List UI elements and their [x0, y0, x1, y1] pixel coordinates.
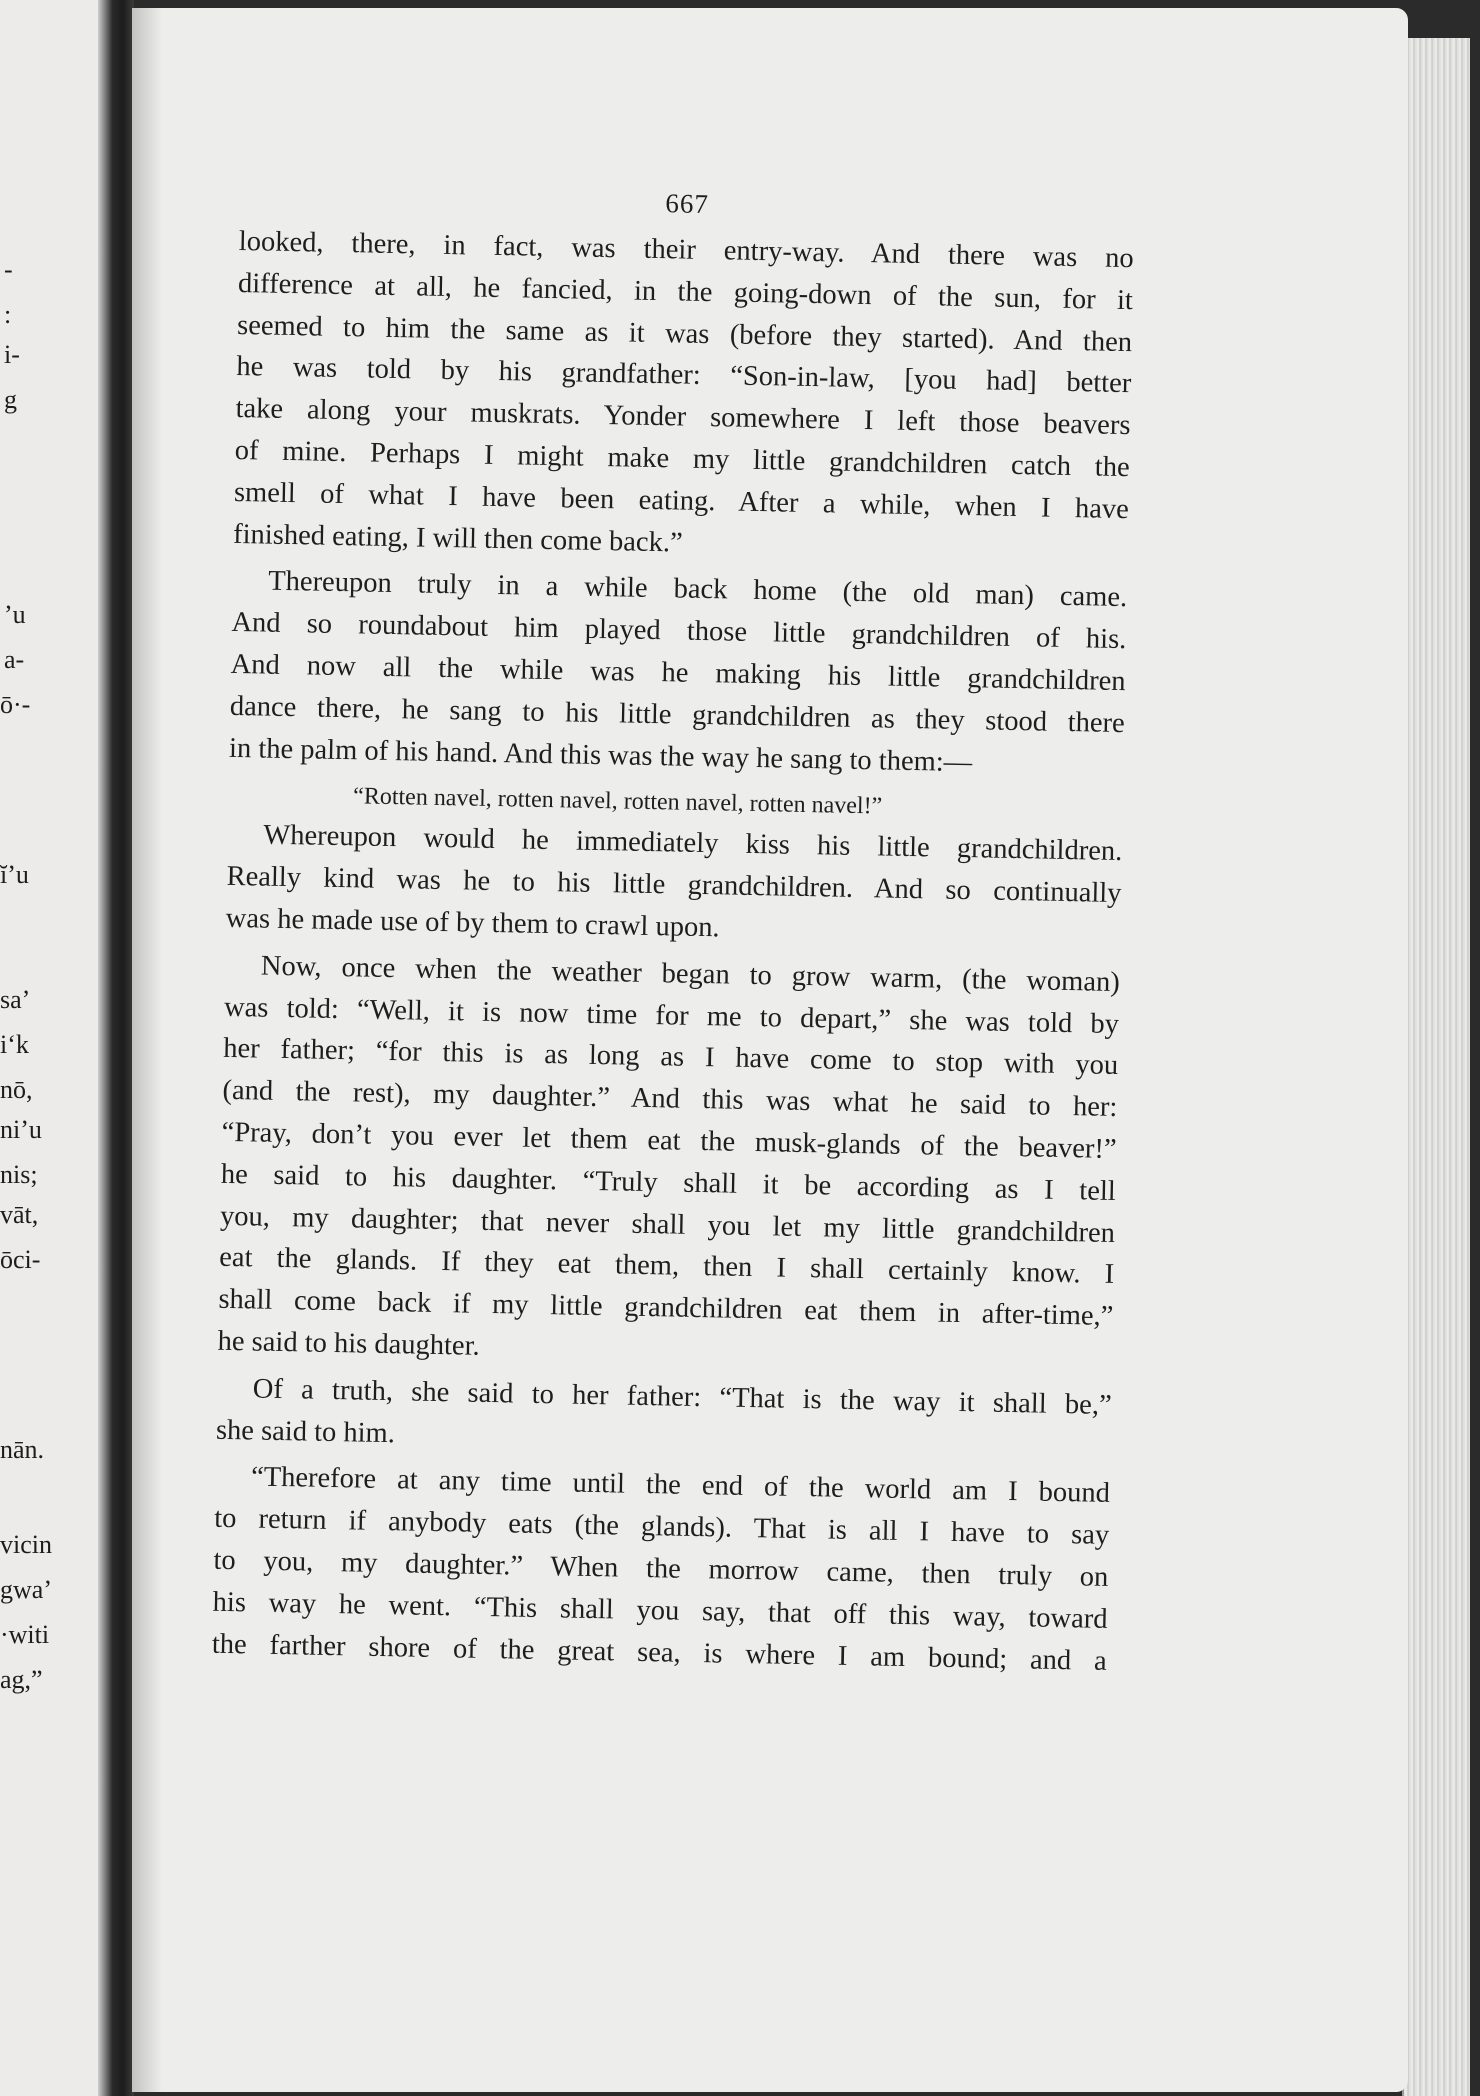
previous-page-fragment: nis;	[0, 1160, 38, 1189]
previous-page-fragment: nān.	[0, 1435, 45, 1464]
text-line: you, my daughter; that never shall you let my little grandchildren	[219, 1200, 1116, 1249]
previous-page-fragment: -	[4, 255, 13, 284]
previous-page-fragment: nō,	[0, 1075, 33, 1104]
text-line: was told: “Well, it is now time for me to depart,” she was told by	[223, 991, 1120, 1040]
paragraph	[217, 945, 1120, 1380]
text-line: dance there, he sang to his little grandchildren as they stood there	[229, 690, 1126, 739]
text-line: “Therefore at any time until the end of the world am I bound	[250, 1461, 1111, 1510]
text-line: Whereupon would he immediately kiss his little grandchildren.	[263, 819, 1123, 868]
previous-page-fragment: vicin	[0, 1530, 52, 1559]
text-line: “Pray, don’t you ever let them eat the musk-glands of the beaver!”	[221, 1116, 1117, 1165]
previous-page-fragment: ĭ’u	[0, 860, 29, 889]
previous-page-fragment: vāt,	[0, 1200, 39, 1229]
previous-page-fragment: ’u	[4, 600, 26, 629]
text-line: in the palm of his hand. And this was the way he sang to them:—	[228, 732, 973, 778]
paragraph	[225, 814, 1122, 957]
previous-page-fragment: ni’u	[0, 1115, 42, 1144]
text-line: seemed to him the same as it was (before they started). And then	[236, 309, 1133, 358]
text-line: Now, once when the weather began to grow warm, (the woman)	[260, 950, 1121, 998]
text-line: she said to him.	[215, 1414, 396, 1449]
text-line: he was told by his grandfather: “Son-in-law, [you had] better	[236, 351, 1132, 400]
paragraph	[216, 1367, 1112, 1468]
previous-page-fragment: :	[4, 300, 12, 329]
text-line: shall come back if my little grandchildren eat them in after-time,”	[218, 1283, 1114, 1333]
text-line: the farther shore of the great sea, is where I am bound; and a	[211, 1628, 1108, 1677]
page-number: 667	[665, 188, 710, 220]
previous-page-fragment: ōci-	[0, 1245, 41, 1274]
previous-page-fragment: i-	[4, 340, 20, 369]
body-text	[211, 221, 1134, 1682]
previous-page-fragment: ag,”	[0, 1665, 43, 1694]
text-line: finished eating, I will then come back.”	[232, 518, 683, 559]
text-line: of mine. Perhaps I might make my little grandchildren catch the	[234, 434, 1130, 484]
previous-page-fragment: ō·-	[0, 690, 31, 719]
text-line: his way he went. “This shall you say, that off this way, toward	[212, 1586, 1108, 1635]
text-line: smell of what I have been eating. After a while, when I have	[233, 476, 1130, 525]
text-line: he said to his daughter.	[217, 1325, 480, 1362]
previous-page-fragment: a-	[4, 645, 25, 674]
text-line: eat the glands. If they eat them, then I shall certainly know. I	[219, 1242, 1115, 1291]
text-line: (and the rest), my daughter.” And this was what he said to her:	[222, 1074, 1118, 1124]
text-line: Really kind was he to his little grandchildren. And so continually	[226, 861, 1122, 910]
text-line: to return if anybody eats (the glands). That is all I have to say	[214, 1502, 1110, 1552]
text-line: looked, there, in fact, was their entry-way. And there was no	[238, 225, 1134, 275]
page-text-block	[211, 180, 1134, 1682]
text-line: difference at all, he fancied, in the going-down of the sun, for it	[237, 267, 1134, 316]
text-line: her father; “for this is as long as I have come to stop with you	[223, 1033, 1119, 1082]
book-gutter	[98, 0, 134, 2096]
previous-page-fragment: i‘k	[0, 1030, 29, 1059]
song-verse: “Rotten navel, rotten navel, rotten navel, rotten navel!”	[352, 783, 883, 820]
text-line: he said to his daughter. “Truly shall it be according as I tell	[220, 1158, 1117, 1207]
previous-page-fragment: sa’	[0, 985, 31, 1014]
text-line: take along your muskrats. Yonder somewhere I left those beavers	[235, 393, 1131, 442]
previous-page-fragment: g	[4, 385, 17, 414]
previous-page-fragment: ·witi	[0, 1620, 50, 1649]
paragraph	[233, 221, 1134, 572]
text-line: And now all the while was he making his little grandchildren	[230, 648, 1126, 698]
text-line: was he made use of by them to crawl upon.	[225, 902, 720, 944]
page-shadow	[132, 8, 162, 2092]
page-stack-edge	[1402, 38, 1470, 2096]
text-line: Thereupon truly in a while back home (the old man) came.	[268, 565, 1128, 614]
text-line: to you, my daughter.” When the morrow came, then truly on	[213, 1544, 1109, 1593]
text-line: And so roundabout him played those little grandchildren of his.	[231, 607, 1127, 656]
previous-page-fragment: gwa’	[0, 1575, 52, 1604]
previous-page-text-fragments	[0, 0, 98, 2096]
paragraph	[211, 1456, 1110, 1682]
text-line: Of a truth, she said to her father: “That is the way it shall be,”	[252, 1373, 1112, 1421]
paragraph	[229, 560, 1128, 786]
